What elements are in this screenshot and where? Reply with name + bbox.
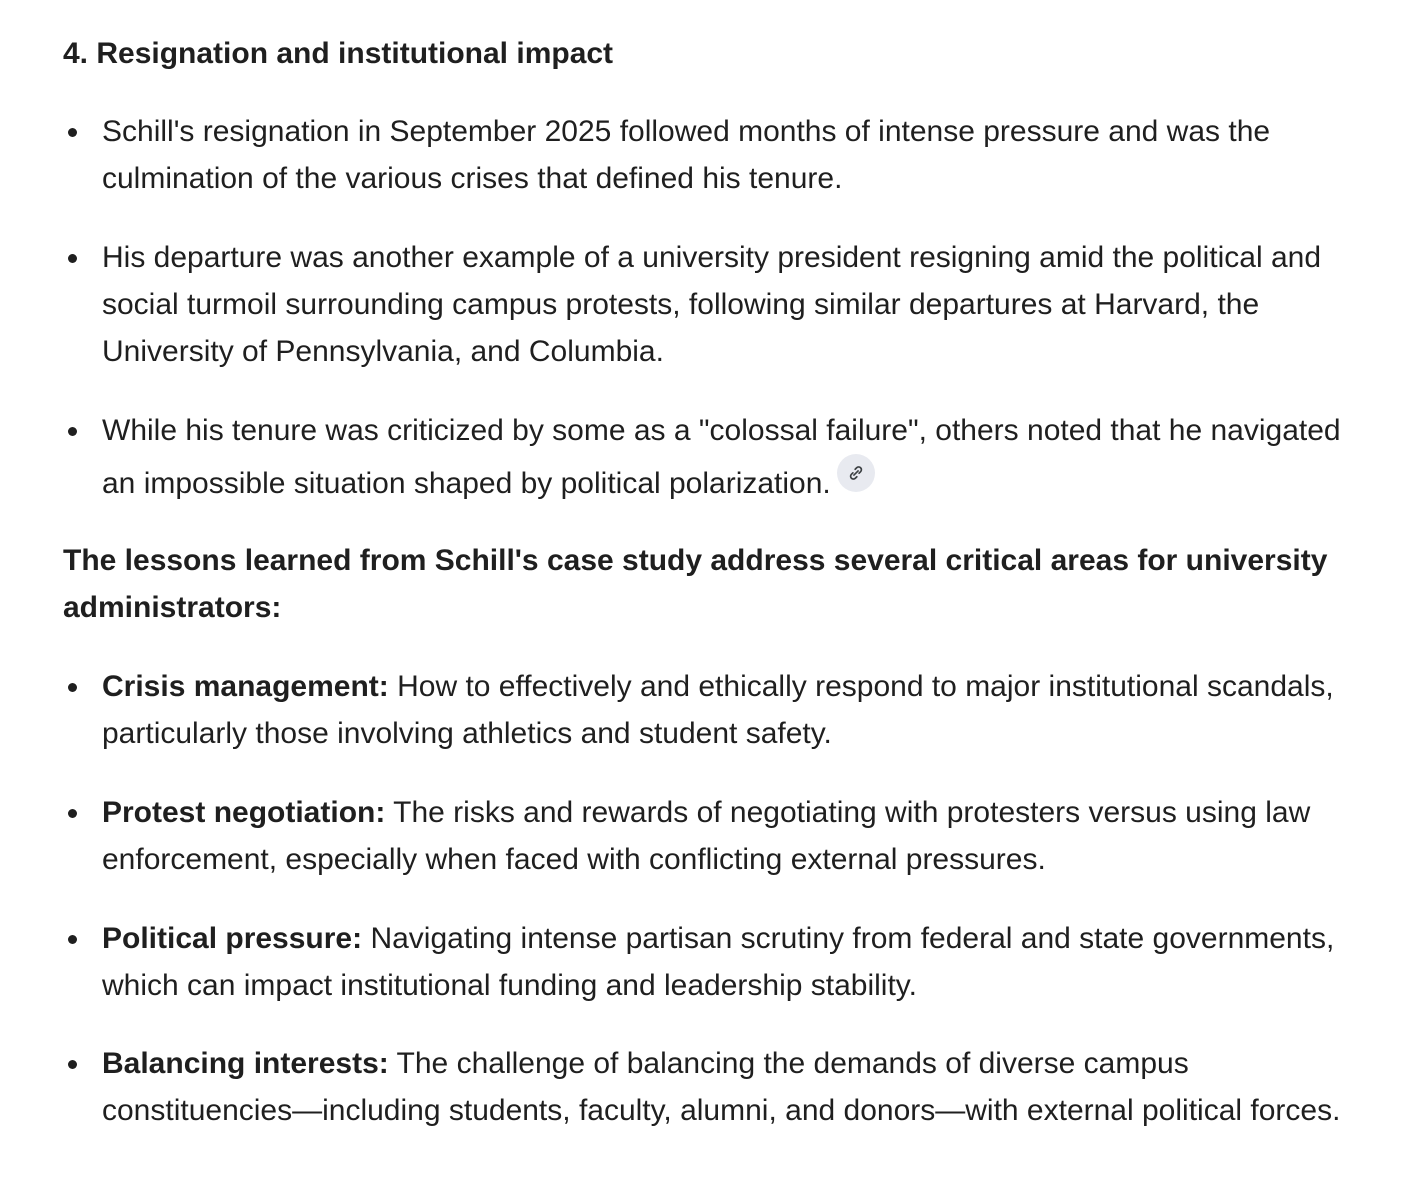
link-icon bbox=[846, 463, 866, 483]
lesson-text: Navigating intense partisan scrutiny from federal and state governments, which can impact institutional funding and leadership stability. bbox=[102, 922, 1335, 1002]
section-heading: 4. Resignation and institutional impact bbox=[63, 37, 614, 70]
list-item bbox=[102, 108, 1352, 202]
lesson-text: How to effectively and ethically respond to major institutional scandals, particularly those involving athletics and student safety. bbox=[102, 670, 1334, 750]
bullet-text: While his tenure was criticized by some as a "colossal failure", others noted that he navigated an impossible situation shaped by political polarization. bbox=[102, 414, 1341, 500]
lesson-term: Protest negotiation: bbox=[102, 796, 386, 829]
list-item bbox=[102, 234, 1352, 375]
lesson-term: Crisis management: bbox=[102, 670, 389, 703]
list-item bbox=[102, 663, 1352, 757]
lesson-term: Political pressure: bbox=[102, 922, 363, 955]
lessons-intro: The lessons learned from Schill's case study address several critical areas for university administrators: bbox=[63, 544, 1328, 624]
list-item bbox=[102, 407, 1352, 507]
bullet-text: Schill's resignation in September 2025 followed months of intense pressure and was the culmination of the various crises that defined his tenure. bbox=[102, 115, 1271, 195]
list-item bbox=[102, 789, 1352, 883]
source-link-button[interactable] bbox=[837, 454, 875, 492]
lesson-text: The challenge of balancing the demands of diverse campus constituencies—including students, faculty, alumni, and donors—with external political forces. bbox=[102, 1047, 1341, 1127]
lesson-term: Balancing interests: bbox=[102, 1047, 389, 1080]
list-item bbox=[102, 1040, 1352, 1134]
lesson-text: The risks and rewards of negotiating with protesters versus using law enforcement, especially when faced with conflicting external pressures. bbox=[102, 796, 1311, 876]
bullet-text: His departure was another example of a university president resigning amid the political and social turmoil surrounding campus protests, following similar departures at Harvard, the University of Pennsylvania, and Columbia. bbox=[102, 241, 1321, 368]
list-item bbox=[102, 915, 1352, 1009]
